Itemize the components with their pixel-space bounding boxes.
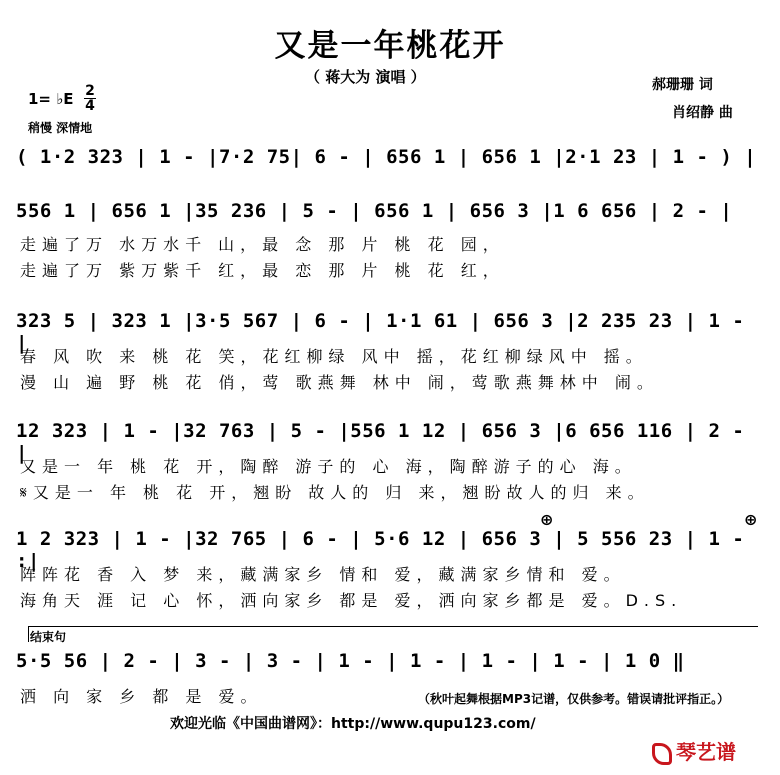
ending-bracket <box>28 626 758 627</box>
singer-credit: （ 蒋大为 演唱 ） <box>305 68 426 86</box>
tempo-marking: 稍慢 深情地 <box>28 121 93 135</box>
notation-line: 5·5 56 | 2 - | 3 - | 3 - | 1 - | 1 - | 1 - | 1 - | 1 0 ‖ <box>16 650 685 672</box>
lyric-verse-2: 𝄋又是一 年 桃 花 开，翘盼 故人的 归 来，翘盼故人的归 来。 <box>20 483 650 502</box>
lyric-ending: 洒 向 家 乡 都 是 爱。 <box>20 687 263 706</box>
lyric-verse-1: 走遍了万 水万水千 山，最 念 那 片 桃 花 园， <box>20 235 505 254</box>
time-signature-top: 2 <box>85 83 95 99</box>
lyric-verse-2: 海角天 涯 记 心 怀，洒向家乡 都是 爱，洒向家乡都是 爱。D.S. <box>20 591 683 610</box>
lyric-verse-2: 走遍了万 紫万紫千 红，最 恋 那 片 桃 花 红， <box>20 261 505 280</box>
lyricist-credit: 郝珊珊 词 <box>652 77 713 93</box>
coda-sign-icon: ⊕ <box>540 510 554 529</box>
ending-bracket-edge <box>28 626 29 642</box>
logo-text: 琴艺谱 <box>676 740 736 764</box>
lyric-verse-2: 漫 山 遍 野 桃 花 俏，莺 歌燕舞 林中 闹，莺歌燕舞林中 闹。 <box>20 373 659 392</box>
notation-line: 12 323 | 1 - |32 763 | 5 - |556 1 12 | 656 3 |6 656 116 | 2 - | <box>16 420 745 464</box>
site-footer: 欢迎光临《中国曲谱网》：http://www.qupu123.com/ <box>170 716 536 732</box>
notation-line: ( 1·2 323 | 1 - |7·2 75| 6 - | 656 1 | 656 1 |2·1 23 | 1 - ) | <box>16 146 757 168</box>
notation-line: 556 1 | 656 1 |35 236 | 5 - | 656 1 | 656 3 |1 6 656 | 2 - | <box>16 200 733 222</box>
transcription-note: （秋叶起舞根据MP3记谱，仅供参考。错误请批评指正。） <box>418 692 730 706</box>
time-signature <box>84 84 96 113</box>
logo-icon <box>652 743 672 765</box>
notation-line: 1 2 323 | 1 - |32 765 | 6 - | 5·6 12 | 656 3 | 5 556 23 | 1 - :| <box>16 528 745 572</box>
lyric-verse-1: 春 风 吹 来 桃 花 笑，花红柳绿 风中 摇，花红柳绿风中 摇。 <box>20 347 648 366</box>
composer-credit: 肖绍静 曲 <box>672 105 733 121</box>
lyric-verse-1: 又是一 年 桃 花 开，陶醉 游子的 心 海，陶醉游子的心 海。 <box>20 457 637 476</box>
time-signature-bottom: 4 <box>85 98 95 114</box>
notation-line: 323 5 | 323 1 |3·5 567 | 6 - | 1·1 61 | 656 3 |2 235 23 | 1 - | <box>16 310 745 354</box>
song-title: 又是一年桃花开 <box>274 28 506 64</box>
coda-sign-icon: ⊕ <box>744 510 758 529</box>
ending-label: 结束句 <box>30 630 67 644</box>
site-logo <box>652 736 736 765</box>
key-signature: 1= ♭E <box>28 90 74 108</box>
lyric-verse-1: 阵阵花 香 入 梦 来，藏满家乡 情和 爱，藏满家乡情和 爱。 <box>20 565 626 584</box>
